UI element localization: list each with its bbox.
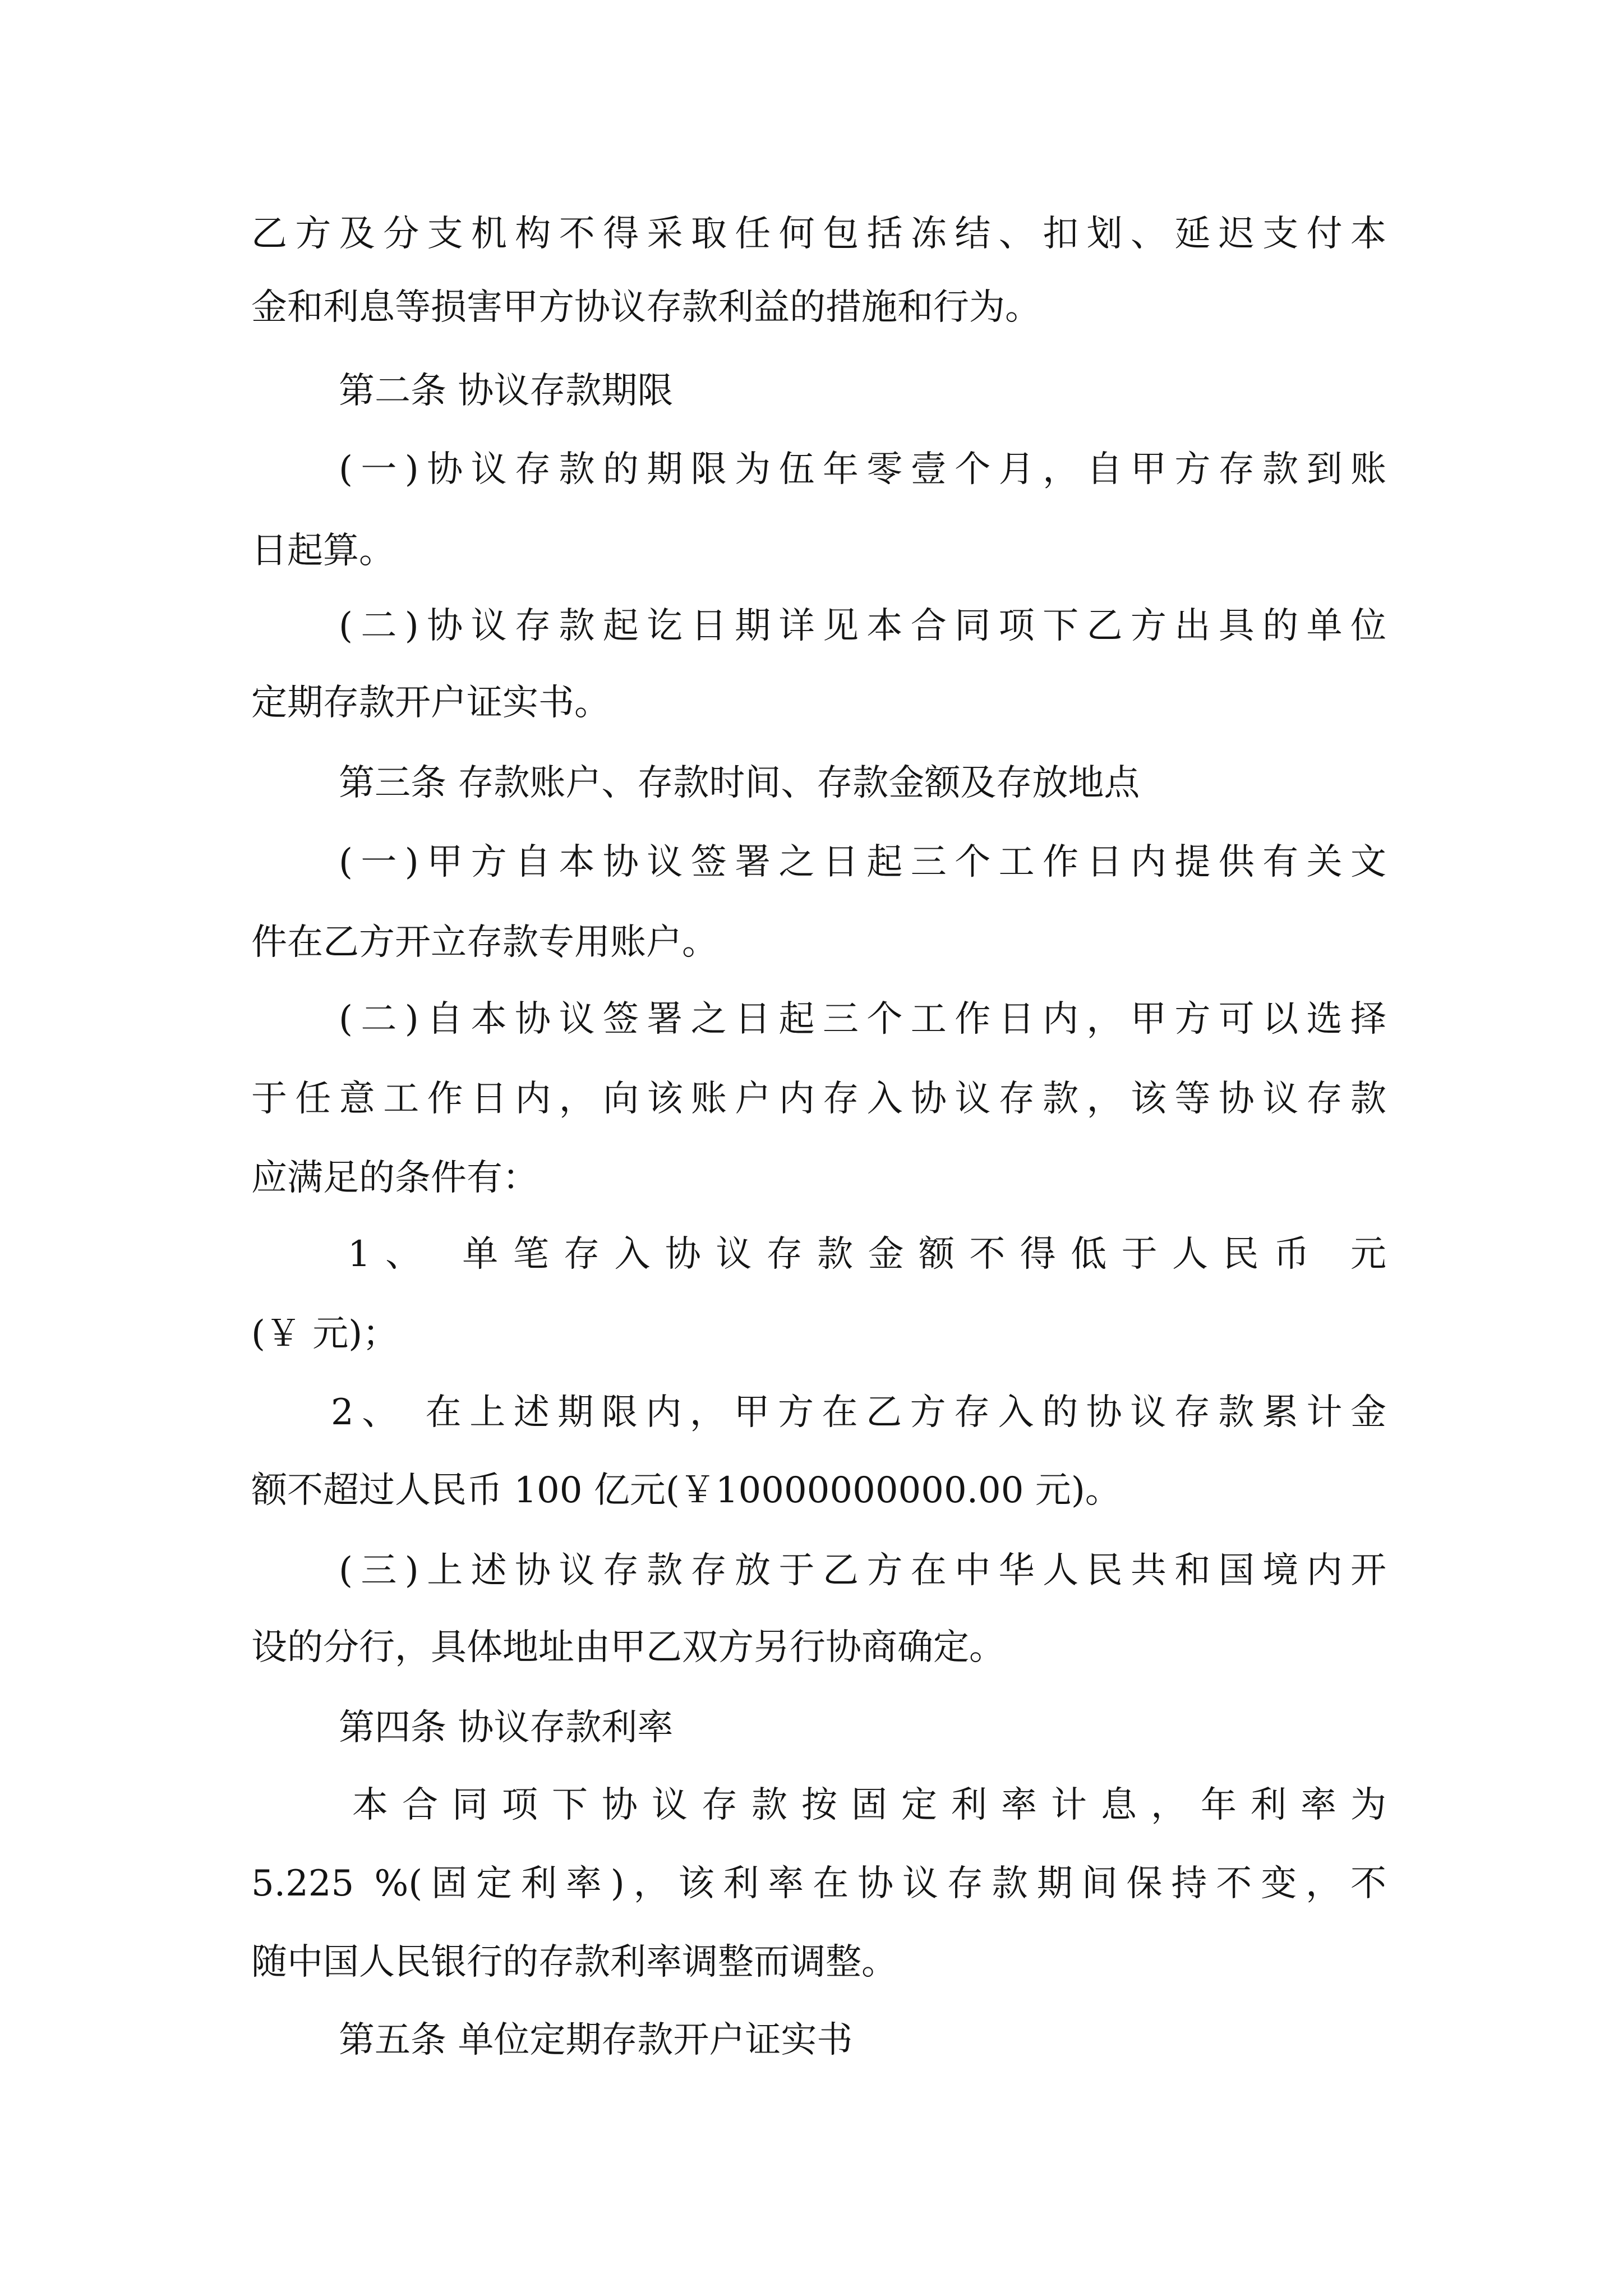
body-line: 金和利息等损害甲方协议存款利益的措施和行为。 [251,287,1041,328]
clause-line: (二)协议存款起讫日期详见本合同项下乙方出具的单位 [339,605,1386,647]
clause-line: (一)协议存款的期限为伍年零壹个月，自甲方存款到账 [339,449,1386,490]
article-heading: 第三条 存款账户、存款时间、存款金额及存放地点 [339,762,1140,804]
body-line: 件在乙方开立存款专用账户。 [251,922,718,963]
body-line: 乙方及分支机构不得采取任何包括冻结、扣划、延迟支付本 [251,213,1386,255]
body-line: 定期存款开户证实书。 [251,682,610,724]
body-line: 本合同项下协议存款按固定利率计息，年利率为 [352,1784,1386,1826]
body-line: 设的分行，具体地址由甲乙双方另行协商确定。 [251,1627,1005,1668]
body-line: 日起算。 [251,530,395,572]
article-heading: 第四条 协议存款利率 [339,1707,674,1749]
body-line: 额不超过人民币 100 亿元(￥10000000000.00 元)。 [251,1470,1121,1511]
condition-item: 1、 单笔存入协议存款金额不得低于人民币 元 [348,1234,1386,1275]
body-line: 于任意工作日内，向该账户内存入协议存款，该等协议存款 [251,1078,1386,1120]
body-line: 5.225 %(固定利率)，该利率在协议存款期间保持不变，不 [251,1863,1386,1904]
body-line: 应满足的条件有： [251,1157,538,1199]
body-line: (￥ 元)； [251,1313,399,1355]
clause-line: (一)甲方自本协议签署之日起三个工作日内提供有关文 [339,841,1386,883]
article-heading: 第二条 协议存款期限 [339,370,674,412]
body-line: 随中国人民银行的存款利率调整而调整。 [251,1941,897,1983]
condition-item: 2、 在上述期限内，甲方在乙方存入的协议存款累计金 [331,1392,1386,1433]
clause-line: (二)自本协议签署之日起三个工作日内，甲方可以选择 [339,999,1386,1040]
clause-line: (三)上述协议存款存放于乙方在中华人民共和国境内开 [339,1550,1386,1591]
article-heading: 第五条 单位定期存款开户证实书 [339,2019,853,2061]
